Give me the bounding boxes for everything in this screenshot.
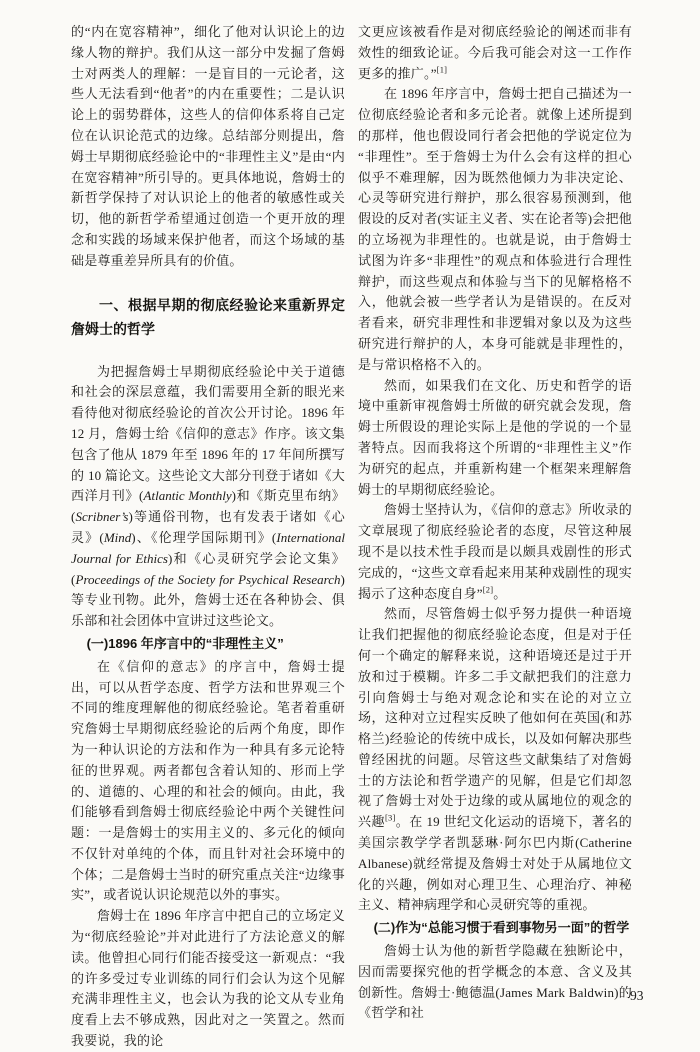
subsection-heading: (二)作为“总能习惯于看到事物另一面”的哲学: [373, 920, 630, 936]
right-column: [358, 22, 632, 1052]
paragraph: 詹姆士坚持认为，《信仰的意志》所收录的文章展现了彻底经验论者的态度，尽管这种展现不是以技术性手段而是以颇具戏剧性的形式完成的，“这些文章看起来用某种戏剧性的现实揭示了这种态度自身”[2]。: [358, 502, 632, 601]
paragraph: 的“内在宽容精神”，细化了他对认识论上的边缘人物的辩护。我们从这一部分中发掘了詹姆士对两类人的理解：一是盲目的一元论者，这些人无法看到“他者”的内在重要性；二是认识论上的弱势群体，这些人的信仰体系将自己定位在认识论范式的边缘。总结部分则提出，詹姆士早期彻底经验论中的“非理性主义”是由“内在宽容精神”所引导的。更具体地说，詹姆士的新哲学保持了对认识论上的他者的敏感性或关切，他的新哲学希望通过创造一个更开放的理念和实践的场域来保护他者，而这个场域的基础是尊重差异所具有的价值。: [71, 24, 345, 268]
footnote-marker: [1]: [436, 64, 448, 75]
paragraph: 在《信仰的意志》的序言中，詹姆士提出，可以从哲学态度、哲学方法和世界观三个不同的维度理解他的彻底经验论。笔者着重研究詹姆士早期彻底经验论的后两个角度，即作为一种认识论的方法和作为一种具有多元论特征的世界观。两者都包含着认知的、形而上学的、道德的、心理的和社会的倾向。由此，我们能够看到詹姆士彻底经验论中两个关键性问题：一是詹姆士的实用主义的、多元化的倾向不仅针对单纯的个体，而且针对社会环境中的个体；二是詹姆士当时的研究重点关注“边缘事实”，或者说认识论规范以外的事实。: [71, 658, 345, 903]
paragraph: 在 1896 年序言中，詹姆士把自己描述为一位彻底经验论者和多元论者。就像上述所提到的那样，他也假设同行者会把他的学说定位为“非理性”。至于詹姆士为什么会有这样的担心似乎不难理解，因为既然他倾力为非决定论、心灵等研究进行辩护，那么很容易预测到，他假设的反对者(实证主义者、实在论者等)会把他的立场视为非理性的。也就是说，由于詹姆士试图为许多“非理性”的观点和体验进行合理性辩护，而这些观点和体验与当下的见解格格不入，他就会被一些学者认为是错误的。在反对者看来，研究非理性和非逻辑对象以及为这些研究进行辩护的人，本身可能就是非理性的，是与常识格格不入的。: [358, 86, 632, 372]
subsection-heading: (一)1896 年序言中的“非理性主义”: [86, 635, 284, 651]
two-column-text-area: [71, 22, 632, 1052]
left-column: [71, 22, 345, 1052]
page-number: 93: [630, 988, 644, 1003]
section-heading: 一、根据早期的彻底经验论来重新界定詹姆士的哲学: [71, 296, 345, 337]
footnote-marker: [2]: [482, 584, 494, 595]
paragraph: 詹姆士在 1896 年序言中把自己的立场定义为“彻底经验论”并对此进行了方法论意义的解读。他曾担心同行们能否接受这一新观点：“我的许多受过专业训练的同行们会认为这个见解充满非理性主义，也会认为我的论文从专业角度看上去不够成熟，因此对之一笑置之。然而我要说，我的论: [71, 908, 345, 1049]
paragraph: 为把握詹姆士早期彻底经验论中关于道德和社会的深层意蕴，我们需要用全新的眼光来看待他对彻底经验论的首次公开讨论。1896 年 12 月，詹姆士给《信仰的意志》作序。该文集包含了他从 1879 年至 1896 年的 17 年间所撰写的 10 篇论文。这些论文大部分刊登于诸如《大西洋月刊》(Atlantic Monthly)和《斯克里布纳》(Scribner’s)等通俗刊物，也有发表于诸如《心灵》(Mind)、《伦理学国际期刊》(International Journal for Ethics)和《心灵研究学会论文集》(Proceedings of the Society for Psychical Research)等专业刊物。此外，詹姆士还在各种协会、俱乐部和社会团体中宣讲过这些论文。: [71, 363, 346, 629]
paragraph: 詹姆士认为他的新哲学隐藏在独断论中，因而需要探究他的哲学概念的本意、含义及其创新性。詹姆士·鲍德温(James Mark Baldwin)的《哲学和社: [358, 943, 632, 1021]
footnote-marker: [3]: [384, 812, 396, 823]
paragraph: 然而，如果我们在文化、历史和哲学的语境中重新审视詹姆士所做的研究就会发现，詹姆士所假设的理论实际上是他的学说的一个显著特点。因而我将这个所谓的“非理性主义”作为研究的起点，并重新构建一个框架来理解詹姆士的早期彻底经验论。: [358, 377, 632, 497]
paragraph: 然而，尽管詹姆士似乎努力提供一种语境让我们把握他的彻底经验论态度，但是对于任何一个确定的解释来说，这种语境还是过于开放和过于模糊。许多二手文献把我们的注意力引向詹姆士与绝对观念论和实在论的对立立场，这种对立过程实反映了他如何在英国(和苏格兰)经验论的传统中成长，以及如何解决那些曾经困扰的问题。尽管这些文献集结了对詹姆士的方法论和哲学遗产的见解，但是它们却忽视了詹姆士对处于边缘的或从属地位的观念的兴趣[3]。在 19 世纪文化运动的语境下，著名的美国宗教学学者凯瑟琳·阿尔巴内斯(Catherine Albanese)就经常提及詹姆士对处于从属地位文化的兴趣，例如对心理卫生、心理治疗、神秘主义、精神病理学和心灵研究等的重视。: [358, 606, 632, 913]
paragraph: 文更应该被看作是对彻底经验论的阐述而非有效性的细致论证。今后我可能会对这一工作作更多的推广。”[1]: [358, 24, 632, 81]
